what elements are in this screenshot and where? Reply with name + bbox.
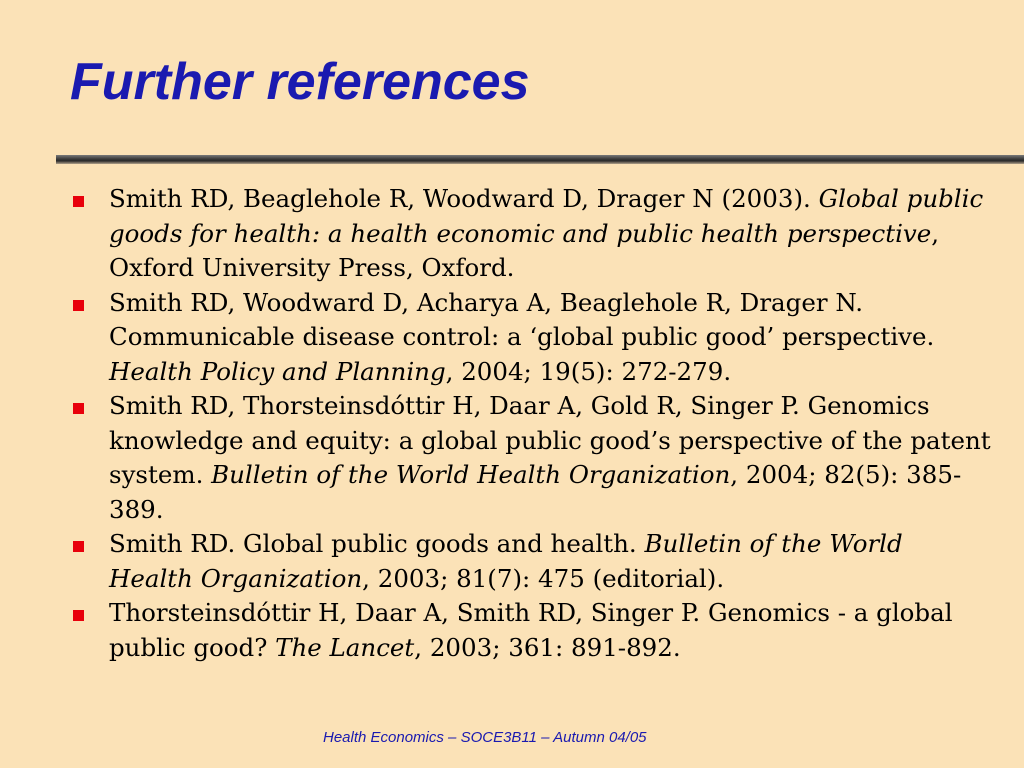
reference-details: , Oxford University Press, Oxford. [109,218,940,282]
reference-text: Smith RD, Beaglehole R, Woodward D, Drager N (2003). [109,184,819,213]
reference-title: Global public goods for health: a health economic and public health perspective [109,184,984,248]
reference-text: Smith RD, Woodward D, Acharya A, Beaglehole R, Drager N. Communicable disease control: a ‘global public good’ perspective. [109,287,935,351]
slide-title: Further references [70,53,530,111]
reference-item [0,527,1024,596]
reference-item [0,286,1024,390]
square-bullet-icon [73,300,84,311]
reference-journal: Bulletin of the World Health Organization [109,529,903,593]
square-bullet-icon [73,610,84,621]
reference-text: Smith RD. Global public goods and health. [109,529,645,558]
reference-journal: The Lancet [275,632,415,662]
square-bullet-icon [73,196,84,207]
slide-footer: Health Economics – SOCE3B11 – Autumn 04/05 [323,729,647,746]
reference-item [0,389,1024,527]
reference-list [0,182,1024,665]
reference-details: , 2003; 81(7): 475 (editorial). [362,563,725,593]
reference-item [0,596,1024,665]
reference-details: , 2004; 82(5): 385-389. [109,460,962,524]
square-bullet-icon [73,541,84,552]
reference-details: , 2003; 361: 891-892. [414,632,681,662]
title-divider [56,155,1024,164]
square-bullet-icon [73,403,84,414]
reference-item [0,182,1024,286]
reference-details: , 2004; 19(5): 272-279. [445,356,732,386]
reference-journal: Bulletin of the World Health Organization [211,460,731,489]
reference-text: Thorsteinsdóttir H, Daar A, Smith RD, Singer P. Genomics - a global public good? [109,598,953,662]
reference-journal: Health Policy and Planning [109,356,446,386]
reference-text: Smith RD, Thorsteinsdóttir H, Daar A, Gold R, Singer P. Genomics knowledge and equity: a global public good’s perspective of the patent system. [109,391,991,489]
